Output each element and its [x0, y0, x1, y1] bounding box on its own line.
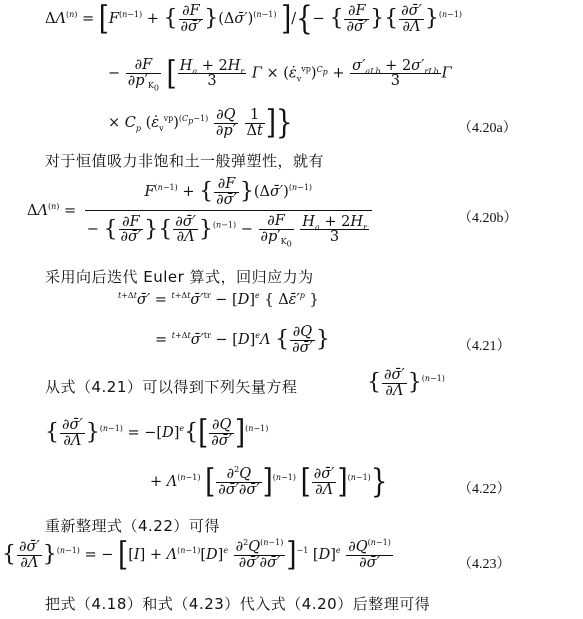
eq-number-4-20b: （4.20b）: [458, 211, 518, 226]
inline-vector: { $\frac{\partial\sigmā'}{\partial\Lambda}$ }$^{(n-1)}$: [367, 367, 445, 399]
paragraph-text: 从式（4.21）可以得到下列矢量方程: [45, 378, 298, 396]
eq-4-20a-line3: × $C_p$ $(\varepsiloṅ_v^{vp})^{(C_p-1)}$ $\frac{\partial Q}{\partial p'}$ $\frac{1}{\Delta t}$ ]}: [108, 104, 293, 142]
paragraph-text: 重新整理式（4.22）可得: [45, 517, 220, 535]
eq-4-21-line1: $^{t+\Delta t}$σ̄′ = $^{t+\Delta t}\sigmā'^{tr} - [D]^e$ { $\Delta\varepsilon̄'^p$ }: [118, 291, 319, 308]
eq-number-4-21: （4.21）: [458, 339, 511, 354]
eq-number-4-20a: （4.20a）: [458, 121, 517, 136]
eq-4-23: { $\frac{\partial\sigmā'}{\partial\Lambda}$ }$^{(n-1)}$ = − [$[I] + \Lambda^{(n-1)}[D]^e$ $\frac{\partial^2Q^{(n-1)}}{\partial\sigmā'\partial\sigmā'}$ ]$^{-1}$ $[D]^e$ $\frac{\partial Q^{(n-1)}}{\partial\sigmā'}$: [2, 536, 391, 574]
eq-4-22-line2: + $\Lambda^{(n-1)}$ [ $\frac{\partial^2Q}{\partial\sigmā'\partial\sigmā'}$ ]$^{(n-1)}$ [ $\frac{\partial\sigmā'}{\partial\Lambda}$ ]$^{(n-1)}$}: [150, 463, 388, 501]
eq-number-4-23: （4.23）: [458, 557, 511, 572]
paragraph-text: 把式（4.18）和式（4.23）代入式（4.20）后整理可得: [45, 595, 431, 613]
paragraph-text: 对于恒值吸力非饱和土一般弹塑性，就有: [45, 152, 325, 170]
eq-4-20a-line1: $\Delta\Lambda^{(n)} = [F^{(n-1)}$ + { $\frac{\partial F}{\partial\sigmā'}$ }(Δσ̄′)$^{(n-1)}$ ]/{− { $\frac{\partial F}{\partial\sigmā'}$ }{ $\frac{\partial\sigmā'}{\partial\Lambda}$ }$^{(n-1)}$: [45, 0, 463, 38]
eq-4-20a-line2: − $\frac{\partial F}{\partial p'_{K_0}}$ [ $\frac{H_a + 2H_r}{3}$ $\Gamma \times (\varepsiloṅ_v^{vp})^{C_p}$ + $\frac{\sigma'_{aLb} + 2\sigma'_{rLb}}{3}$ Γ: [108, 54, 452, 93]
eq-4-21-line2: = $^{t+\Delta t}\sigmā'^{tr} - [D]^e\Lambda$ { $\frac{\partial Q}{\partial\sigmā'}$ }: [155, 324, 330, 356]
paragraph-text: 采用向后迭代 Euler 算式，回归应力为: [45, 268, 314, 286]
eq-4-22-line1: { $\frac{\partial\sigmā'}{\partial\Lambda}$ }$^{(n-1)} = -[D]^e${[ $\frac{\partial Q}{\partial\sigmā'}$ ]$^{(n-1)}$: [45, 414, 269, 452]
eq-number-4-22: （4.22）: [458, 482, 511, 497]
eq-4-20b: $\Delta\Lambda^{(n)}$ = $F^{(n-1)}$ + { $\frac{\partial F}{\partial\sigmā'}$ }(Δσ̄′)$^{(n-1)}$ − { $\frac{\partial F}{\partial\sigmā'}$ }{ $\frac{\partial\sigmā'}{\partial\Lambda}$ }$^{(n-1)}$ − $\frac{\partial F}{\partial p'_{K_0}}$ $\frac{H_a + 2H_r}{3}$: [27, 177, 373, 245]
